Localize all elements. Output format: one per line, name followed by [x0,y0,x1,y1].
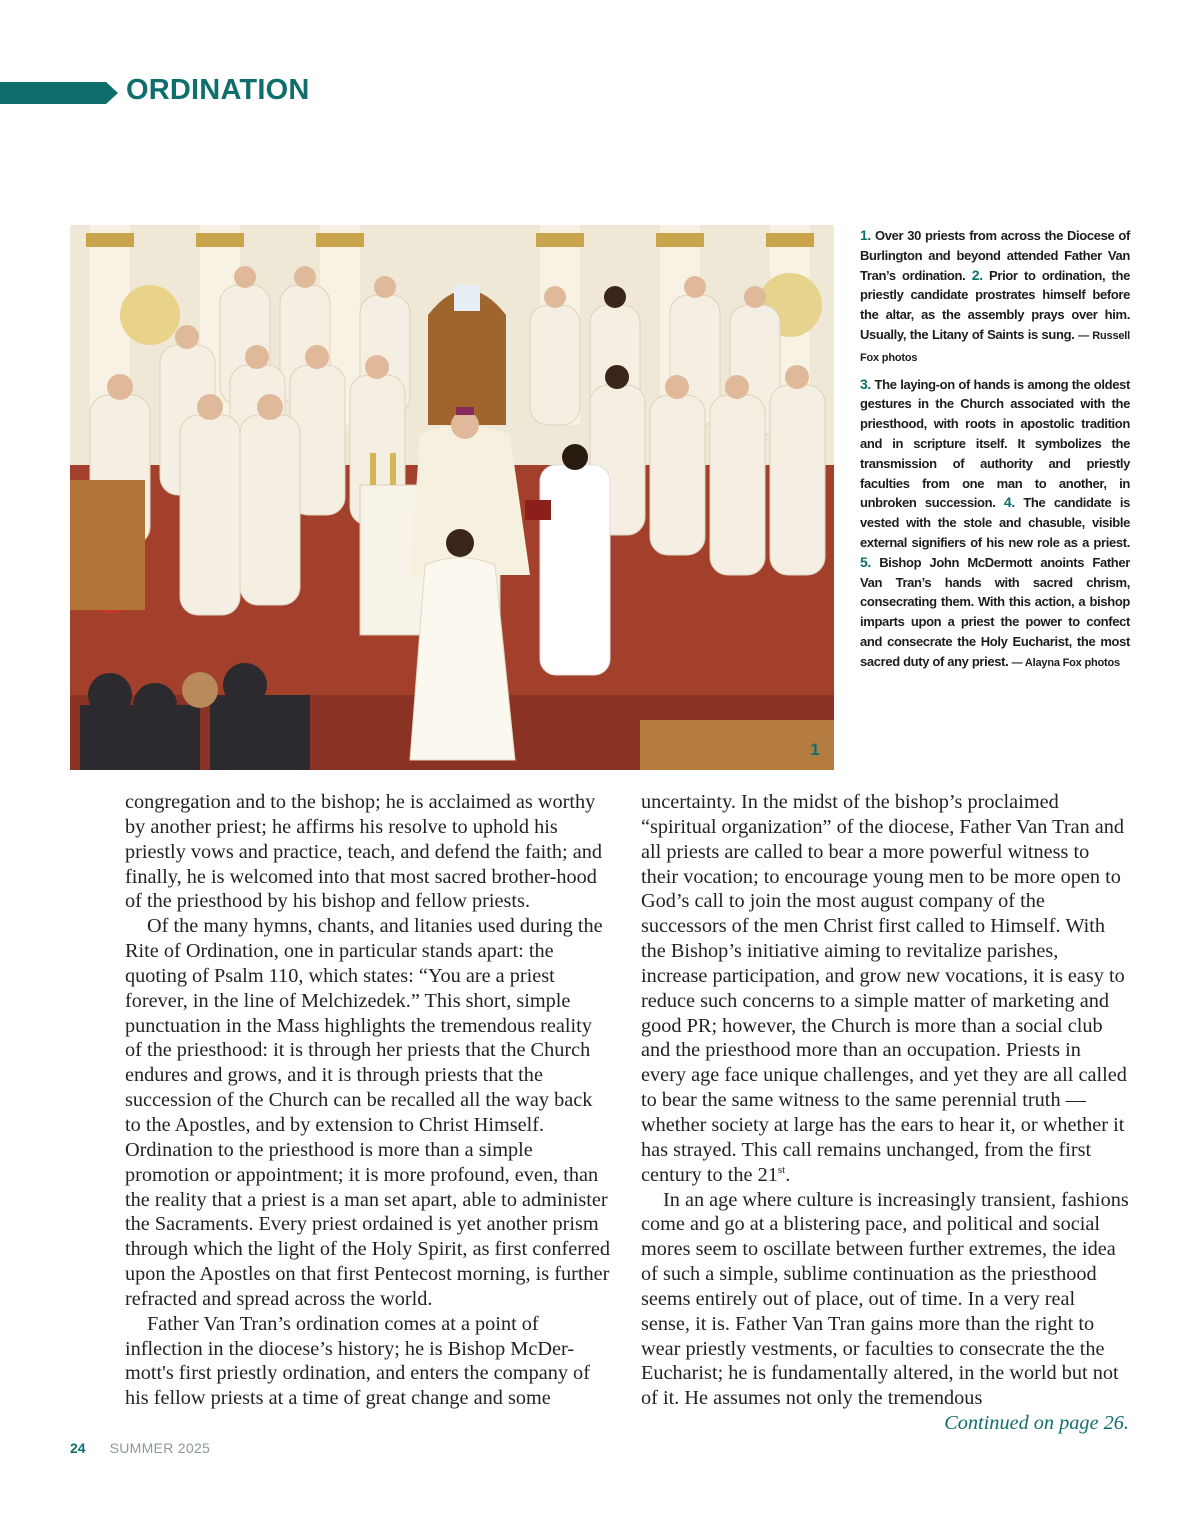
section-arrow-tab [0,82,118,104]
article-text: uncertainty. In the midst of the bishop’s proclaimed “spiritual organization” of the diocese, Father Van Tran and all priests are called to bear a more powerful witness to their vocation; to encourage young men to be more open to God’s call to join the most august company of the successors of the men Christ first called to Himself. With the Bishop’s initiative aiming to revitalize parishes, increase participation, and grow new vocations, it is easy to reduce such concerns to a simple matter of marketing and good PR; however, the Church is more than a social club and the priesthood more than an occupation. Priests in every age face unique challenges, and yet they are all called to bear the same witness to the same perennial truth — whether society at large has the ears to hear it, or whether it has strayed. This call remains unchanged, from the first century to the 21 [641,791,1127,1186]
ordinal-superscript: st [777,1163,786,1176]
photo-credit-2: — Alayna Fox photos [1011,656,1120,669]
section-title: ORDINATION [126,74,310,106]
photo-captions [860,226,1130,680]
article-paragraph: In an age where culture is increasingly transient, fashions come and go at a blistering pace, and political and social mores seem to oscillate between further extremes, the idea of such a simple, sublime continuation as the priesthood seems entirely out of place, out of time. In a very real sense, it is. Father Van Tran gains more than the right to wear priestly vestments, or faculties to consecrate the the Eucharist; he is fundamentally altered, in the world but not of it. He assumes not only the tremendous [641,1188,1129,1410]
page-number: 24 [70,1440,86,1456]
photo-number: 1 [810,740,820,759]
caption-block-1 [860,226,1130,369]
article-paragraph: congregation and to the bishop; he is acclaimed as worthy by another priest; he affirms his resolve to uphold his priestly vows and practice, teach, and defend the faith; and finally, he is welcomed into that most sacred brother-hood of the priesthood by his bishop and fellow priests. [125,791,602,913]
caption-number-4: 4. [1003,494,1015,511]
issue-label: SUMMER 2025 [109,1440,211,1456]
caption-text-3: The laying-on of hands is among the oldest gestures in the Church associated with the priesthood, with roots in apostolic tradition and in scripture itself. It symbolizes the transmission of authority and priestly faculties from one man to another, in unbroken succession. [860,376,1130,511]
article-column-right [641,790,1129,1436]
caption-number-1: 1. [860,227,871,243]
ordination-photo [70,225,834,770]
caption-text-4: The candidate is vested with the stole and chasuble, visible external signifiers of his new role as a priest. [860,495,1130,550]
caption-number-2: 2. [971,266,983,283]
article-paragraph: Of the many hymns, chants, and litanies used during the Rite of Ordination, one in particular stands apart: the quoting of Psalm 110, which states: “You are a priest forever, in the line of Melchizedek.” This short, simple punctuation in the Mass highlights the tremendous reality of the priesthood: it is through her priests that the Church endures and grows, and it is through priests that the succession of the Church can be recalled all the way back to the Apostles, and by extension to Christ Himself. Ordination to the priesthood is more than a simple promotion or appointment; it is more profound, even, than the reality that a priest is a man set apart, able to administer the Sacraments. Every priest ordained is yet another prism through which the light of the Holy Spirit, as first conferred upon the Apostles on that first Pentecost morning, is further refracted and spread across the world. [125,915,610,1310]
caption-number-5: 5. [860,553,871,570]
caption-text-5: Bishop John McDermott anoints Father Van Tran’s hands with sacred chrism, consecrating them. With this action, a bishop imparts upon a priest the power to confect and consecrate the Holy Eucharist, the most sacred duty of any priest. [860,554,1130,669]
caption-text-1: Over 30 priests from across the Diocese of Burlington and beyond attended Father Van Tran’s ordination. [860,228,1130,283]
page-footer [70,1440,210,1456]
photo-credit-1: — Russell Fox photos [860,329,1130,364]
article-column-left [125,790,613,1411]
article-text-end: . [785,1163,791,1186]
article-paragraph [641,790,1129,1188]
caption-block-2 [860,375,1130,674]
article-paragraph: Father Van Tran’s ordination comes at a point of inflection in the diocese’s history; he is Bishop McDer-mott's first priestly ordination, and enters the company of his fellow priests at a time of great change and some [125,1312,590,1410]
continued-link[interactable]: Continued on page 26. [944,1412,1129,1435]
caption-number-3: 3. [860,375,871,392]
caption-text-2: Prior to ordination, the priestly candidate prostrates himself before the altar, as the assembly prays over him. Usually, the Litany of Saints is sung. [860,267,1131,342]
